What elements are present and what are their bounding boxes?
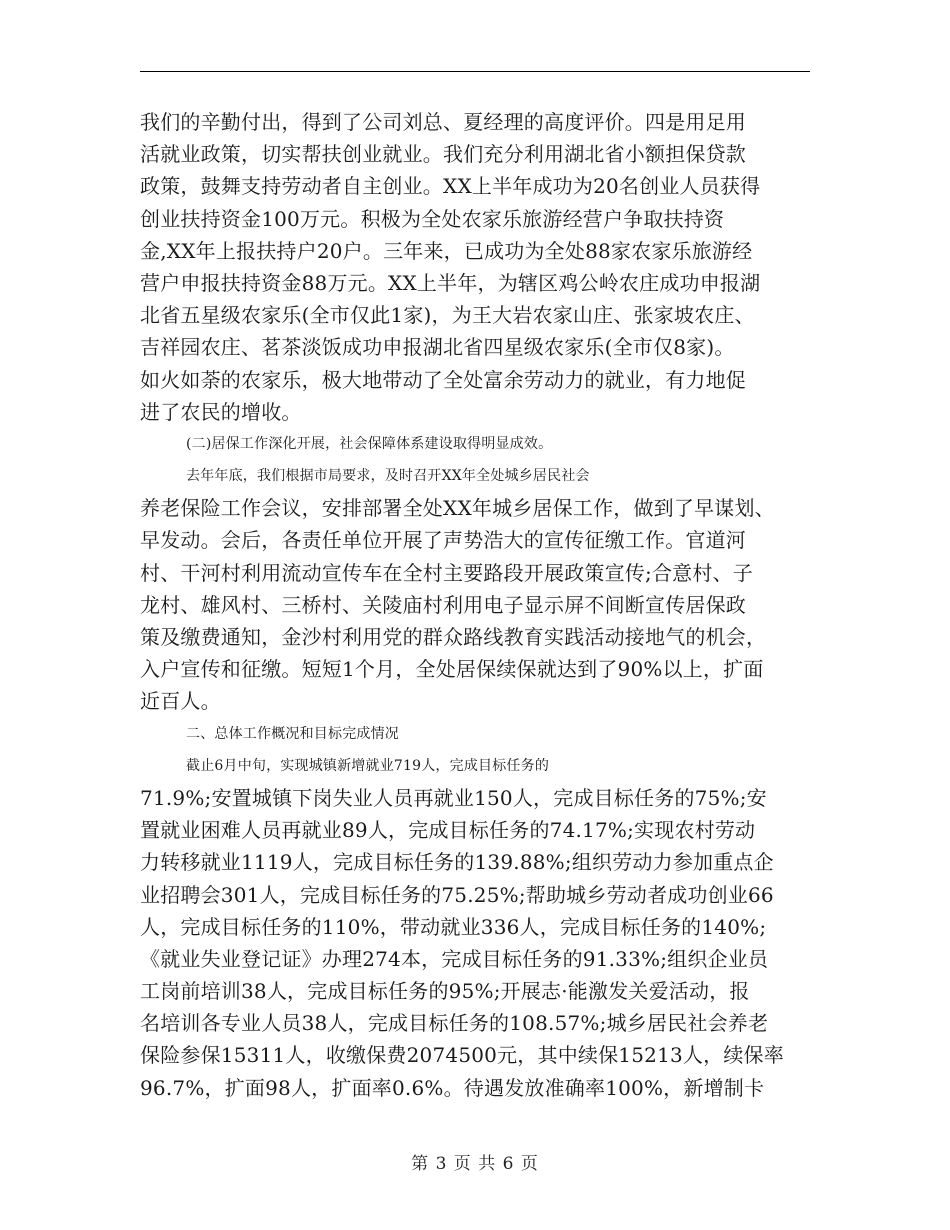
- text-line: 营户申报扶持资金88万元。XX上半年，为辖区鸡公岭农庄成功申报湖: [140, 270, 761, 295]
- text-line: 71.9%;安置城镇下岗失业人员再就业150人，完成目标任务的75%;安: [140, 785, 767, 810]
- document-body: [140, 106, 810, 1104]
- text-line: 龙村、雄风村、三桥村、关陵庙村利用电子显示屏不间断宣传居保政: [140, 592, 746, 617]
- text-line: 我们的辛勤付出，得到了公司刘总、夏经理的高度评价。四是用足用: [140, 110, 746, 134]
- text-line: 早发动。会后，各责任单位开展了声势浩大的宣传征缴工作。官道河: [140, 528, 746, 553]
- text-line: 名培训各专业人员38人，完成目标任务的108.57%;城乡居民社会养老: [140, 1011, 769, 1036]
- page-footer: [0, 1153, 950, 1175]
- text-line: 工岗前培训38人，完成目标任务的95%;开展志·能激发关爱活动，报: [140, 979, 750, 1004]
- text-line: 业招聘会301人，完成目标任务的75.25%;帮助城乡劳动者成功创业66: [140, 882, 774, 907]
- text-line: 人，完成目标任务的110%，带动就业336人，完成目标任务的140%;: [140, 914, 767, 939]
- text-line: 力转移就业1119人，完成目标任务的139.88%;组织劳动力参加重点企: [140, 850, 774, 875]
- text-line: 政策，鼓舞支持劳动者自主创业。XX上半年成功为20名创业人员获得: [140, 174, 761, 199]
- text-line: 近百人。: [140, 689, 221, 714]
- text-line: 置就业困难人员再就业89人，完成目标任务的74.17%;实现农村劳动: [140, 818, 756, 843]
- text-line: 养老保险工作会议，安排部署全处XX年城乡居保工作，做到了早谋划、: [140, 496, 775, 521]
- text-line: 《就业失业登记证》办理274本，完成目标任务的91.33%;组织企业员: [140, 946, 769, 971]
- header-rule: [140, 71, 810, 72]
- text-line: 保险参保15311人，收缴保费2074500元，其中续保15213人，续保率: [140, 1043, 784, 1068]
- text-line: 村、干河村利用流动宣传车在全村主要路段开展政策宣传;合意村、子: [140, 560, 753, 585]
- text-line: 截止6月中旬，实现城镇新增就业719人，完成目标任务的: [186, 757, 550, 774]
- text-line: (二)居保工作深化开展，社会保障体系建设取得明显成效。: [186, 435, 553, 452]
- text-line: 创业扶持资金100万元。积极为全处农家乐旅游经营户争取扶持资: [140, 206, 725, 231]
- text-line: 入户宣传和征缴。短短1个月，全处居保续保就达到了90%以上，扩面: [140, 657, 764, 682]
- text-line: 金,XX年上报扶持户20户。三年来，已成功为全处88家农家乐旅游经: [140, 238, 753, 263]
- text-line: 如火如荼的农家乐，极大地带动了全处富余劳动力的就业，有力地促: [140, 367, 746, 392]
- text-line: 策及缴费通知，金沙村利用党的群众路线教育实践活动接地气的机会，: [140, 625, 767, 649]
- text-line: 去年年底，我们根据市局要求，及时召开XX年全处城乡居民社会: [186, 468, 590, 485]
- text-line: 活就业政策，切实帮扶创业就业。我们充分利用湖北省小额担保贷款: [140, 142, 746, 167]
- text-line: 96.7%，扩面98人，扩面率0.6%。待遇发放准确率100%，新增制卡: [140, 1075, 765, 1100]
- text-line: 进了农民的增收。: [140, 399, 302, 424]
- page-number-label: 第 3 页 共 6 页: [411, 1154, 539, 1174]
- text-line: 二、总体工作概况和目标完成情况: [186, 725, 399, 742]
- text-line: 北省五星级农家乐(全市仅此1家)，为王大岩农家山庄、张家坡农庄、: [140, 303, 755, 328]
- text-line: 吉祥园农庄、茗茶淡饭成功申报湖北省四星级农家乐(全市仅8家)。: [140, 335, 735, 360]
